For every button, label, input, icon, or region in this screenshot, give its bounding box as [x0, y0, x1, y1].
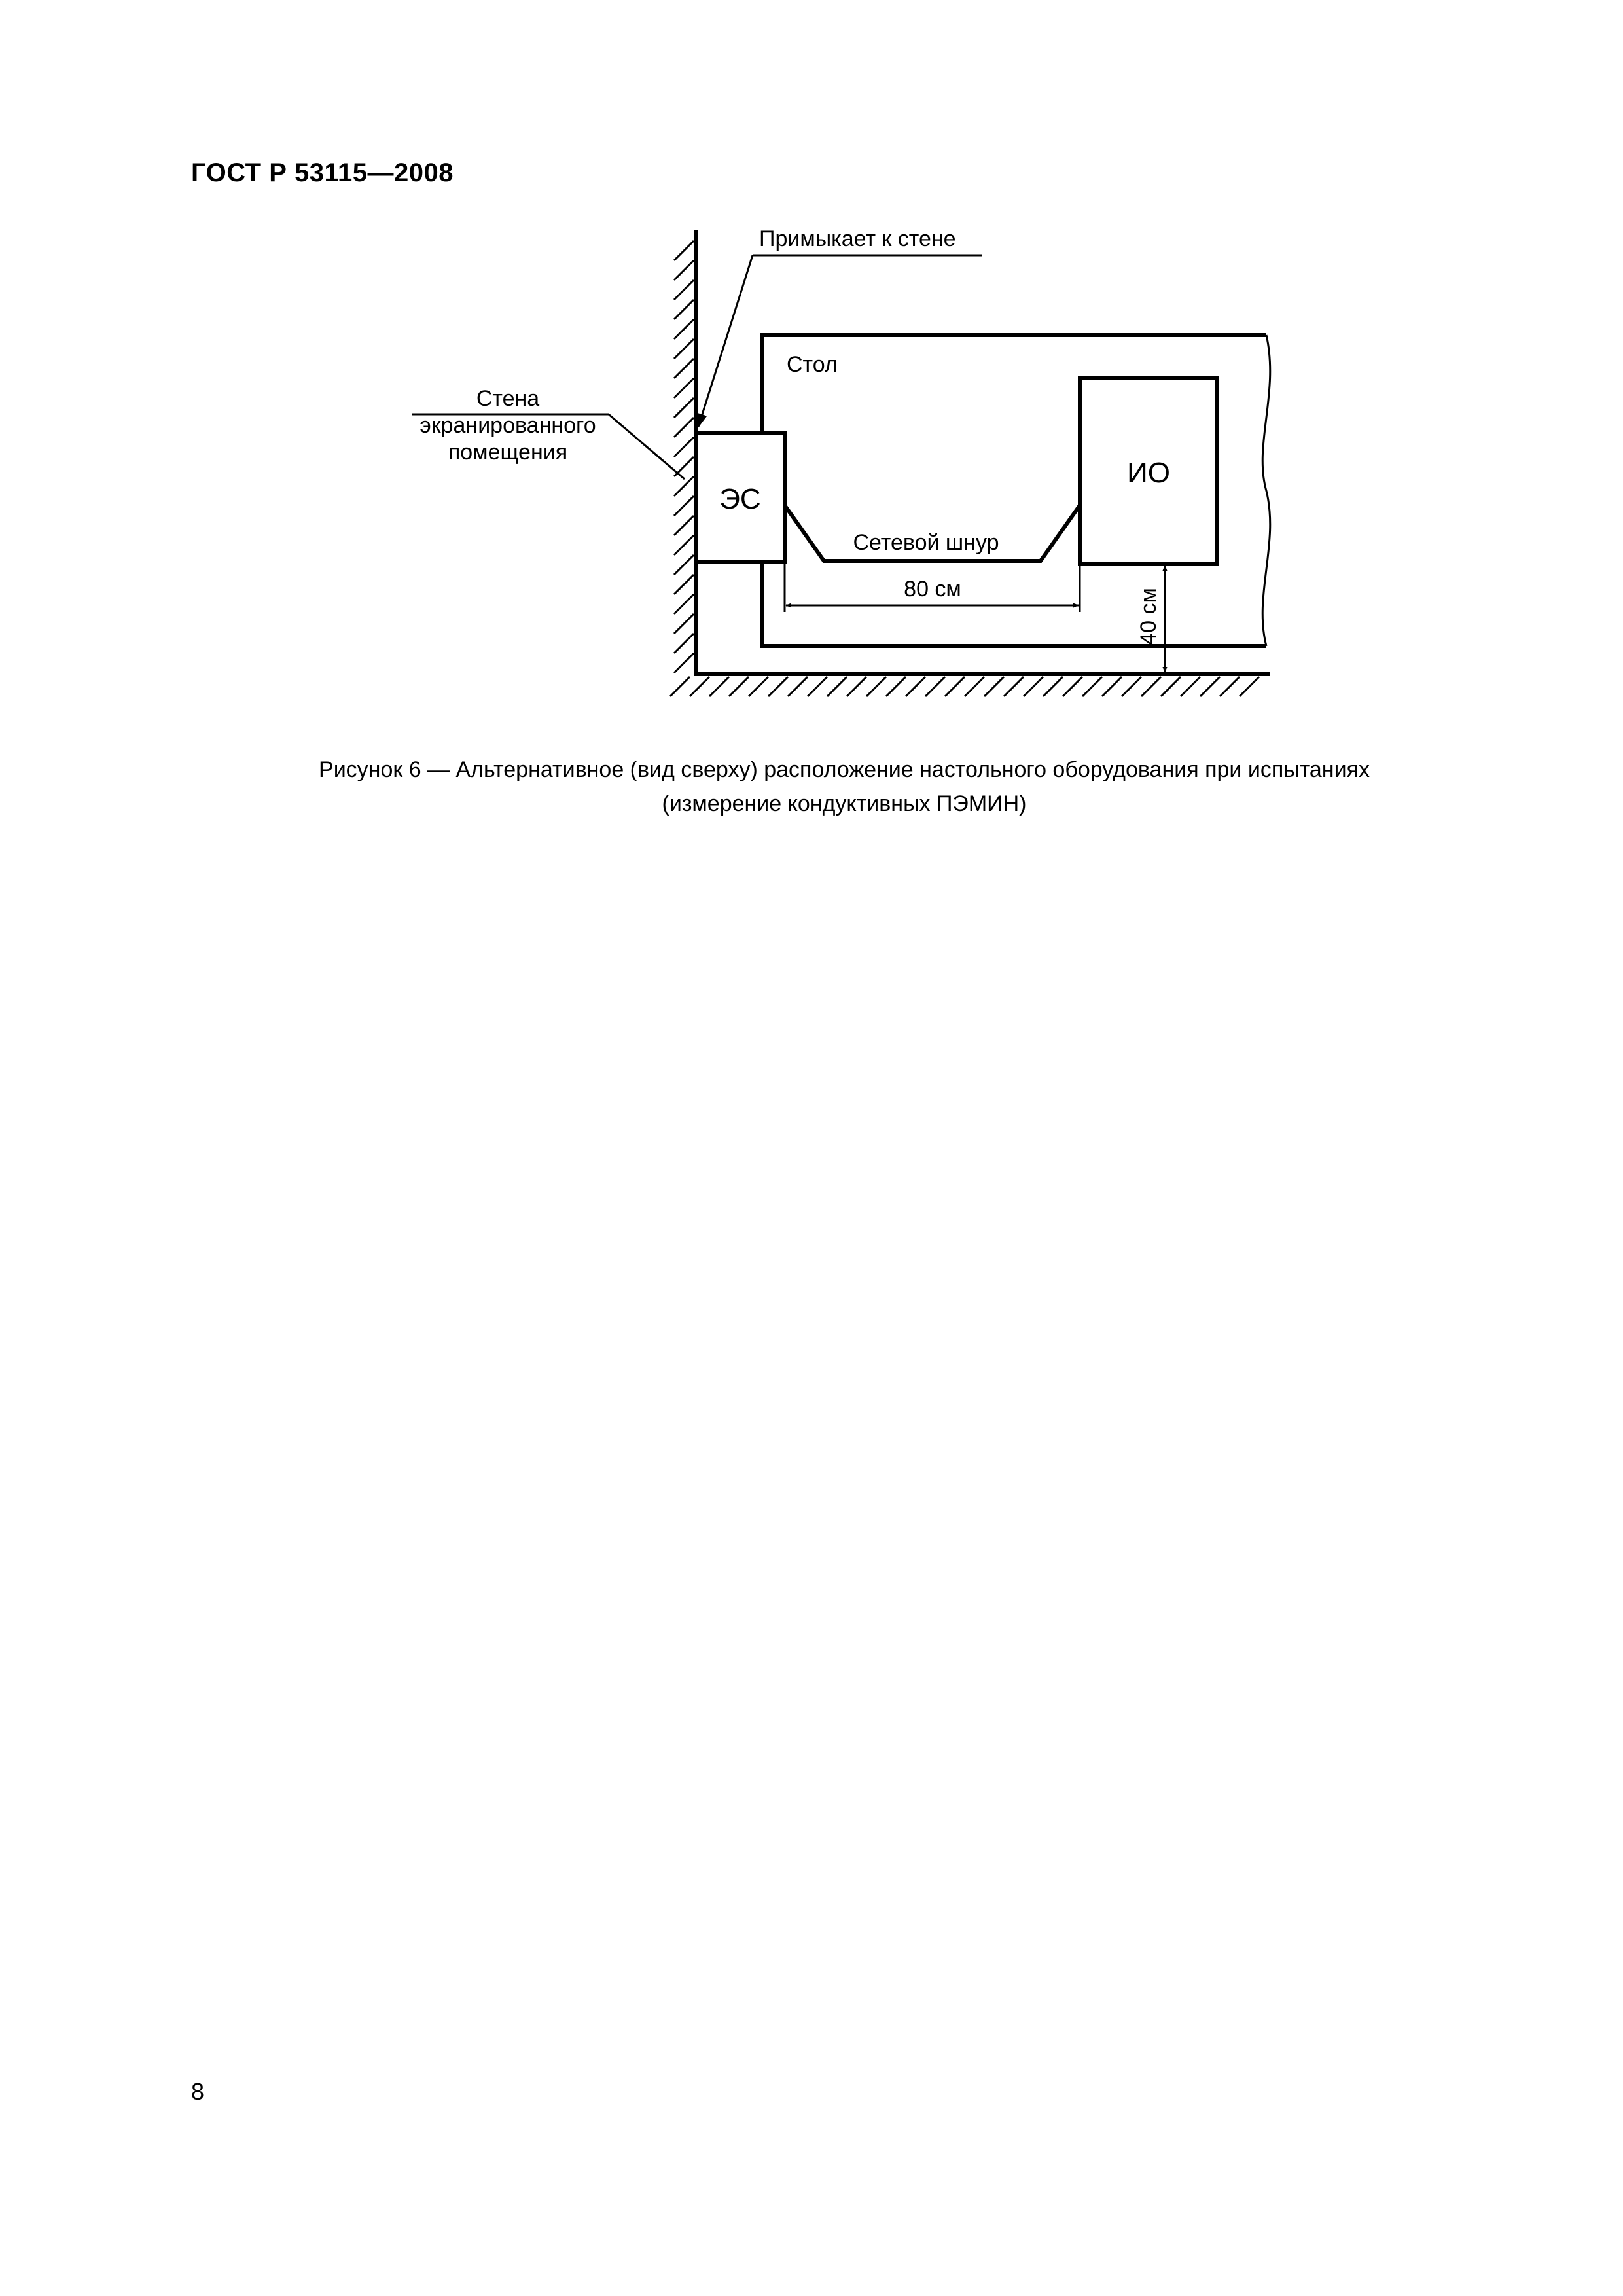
label-dim-40: 40 см — [1136, 588, 1161, 645]
figure-6-diagram — [0, 0, 1623, 733]
label-es: ЭС — [719, 483, 761, 515]
label-wall-line2: экранированного — [419, 413, 596, 438]
caption-line-1: Рисунок 6 — Альтернативное (вид сверху) расположение настольного оборудования при испытаниях — [319, 757, 1370, 782]
wall-vertical — [674, 230, 696, 674]
figure-caption — [196, 753, 1492, 821]
caption-line-2: (измерение кондуктивных ПЭМИН) — [662, 791, 1027, 816]
label-io: ИО — [1127, 457, 1170, 489]
label-dim-80: 80 см — [904, 577, 961, 601]
document-header: ГОСТ Р 53115—2008 — [191, 158, 454, 187]
label-adjacent-wall: Примыкает к стене — [759, 226, 956, 251]
wall-horizontal — [670, 674, 1270, 696]
label-table: Стол — [787, 352, 838, 377]
label-wall-line3: помещения — [448, 440, 568, 465]
page-number: 8 — [191, 2078, 205, 2105]
label-cord: Сетевой шнур — [853, 530, 999, 555]
label-wall-line1: Стена — [476, 386, 540, 411]
leader-adjacent-wall — [698, 255, 982, 427]
